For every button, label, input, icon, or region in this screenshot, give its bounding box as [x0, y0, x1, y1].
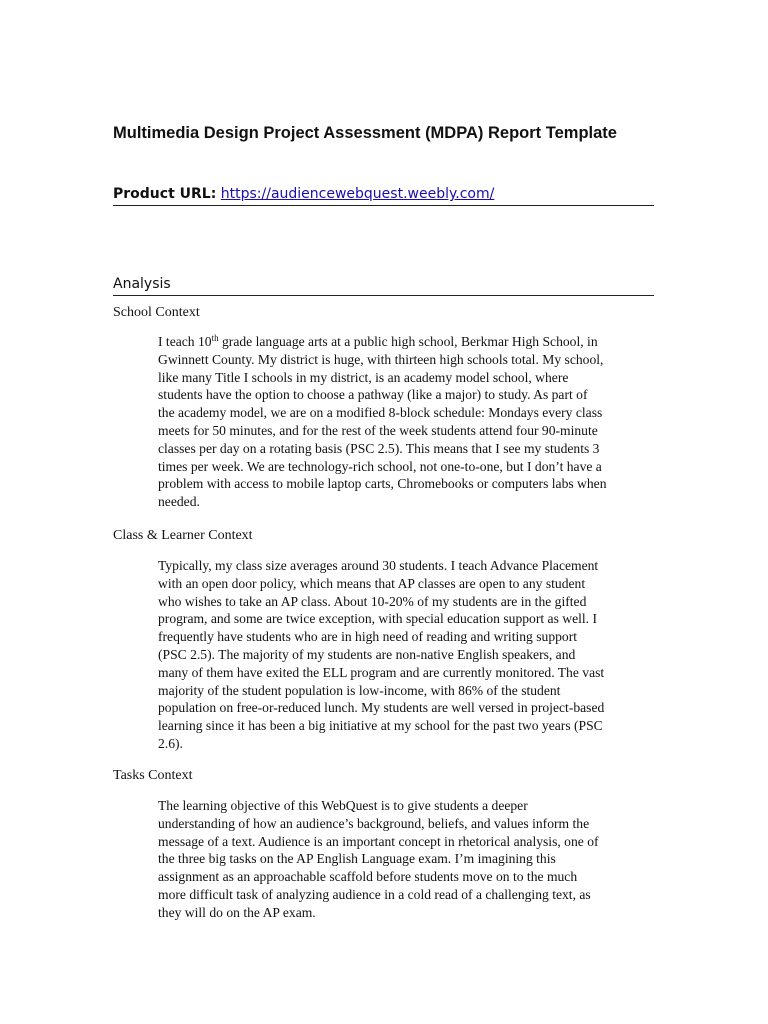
- paragraph-line: needed.: [158, 494, 200, 510]
- product-url-label: Product URL:: [113, 186, 217, 202]
- analysis-heading: Analysis: [113, 276, 654, 296]
- paragraph-line: Gwinnett County. My district is huge, with thirteen high schools total. My school,: [158, 351, 604, 367]
- paragraph-line: classes per day on a rotating basis (PSC 2.5). This means that I see my students 3: [158, 440, 600, 456]
- paragraph-line: like many Title I schools in my district, is an academy model school, where: [158, 369, 569, 385]
- product-url-line: [113, 186, 654, 206]
- paragraph-line: The learning objective of this WebQuest is to give students a deeper: [158, 798, 528, 813]
- tasks-context-heading: Tasks Context: [113, 768, 193, 783]
- paragraph-line: population on free-or-reduced lunch. My students are well versed in project-based: [158, 700, 605, 716]
- paragraph-line: students have the option to choose a pathway (like a major) to study. As part of: [158, 387, 588, 403]
- paragraph-line: majority of the student population is low-income, with 86% of the student: [158, 682, 561, 698]
- paragraph-line: (PSC 2.5). The majority of my students are non-native English speakers, and: [158, 646, 576, 662]
- tasks-context-paragraph: [158, 797, 658, 922]
- superscript-ordinal: th: [211, 333, 219, 343]
- paragraph-line: more difficult task of analyzing audience in a cold read of a challenging text, as: [158, 886, 591, 902]
- school-context-paragraph: [158, 333, 658, 511]
- paragraph-line: understanding of how an audience’s background, beliefs, and values inform the: [158, 815, 590, 831]
- document-title: Multimedia Design Project Assessment (MDPA) Report Template: [113, 124, 617, 142]
- paragraph-line: who wishes to take an AP class. About 10-20% of my students are in the gifted: [158, 593, 587, 609]
- paragraph-line: problem with access to mobile laptop carts, Chromebooks or computers labs when: [158, 476, 607, 492]
- school-context-heading: School Context: [113, 305, 200, 320]
- paragraph-line: the academy model, we are on a modified 8-block schedule: Mondays every class: [158, 405, 603, 421]
- class-learner-context-paragraph: [158, 557, 658, 753]
- paragraph-line: Typically, my class size averages around 30 students. I teach Advance Placement: [158, 558, 599, 573]
- paragraph-line: program, and some are twice exception, with special education support as well. I: [158, 611, 598, 627]
- paragraph-line: meets for 50 minutes, and for the rest of the week students attend four 90-minute: [158, 422, 598, 438]
- paragraph-line: the three big tasks on the AP English Language exam. I’m imagining this: [158, 851, 556, 867]
- paragraph-line: with an open door policy, which means that AP classes are open to any student: [158, 575, 586, 591]
- paragraph-line: 2.6).: [158, 735, 183, 751]
- class-learner-context-heading: Class & Learner Context: [113, 528, 253, 543]
- paragraph-line: learning since it has been a big initiative at my school for the past two years (PSC: [158, 718, 603, 734]
- paragraph-line: times per week. We are technology-rich school, not one-to-one, but I don’t have a: [158, 458, 602, 474]
- paragraph-line: assignment as an approachable scaffold before students move on to the much: [158, 869, 578, 885]
- paragraph-line: I teach 10th grade language arts at a public high school, Berkmar High School, in: [158, 333, 598, 349]
- paragraph-line: message of a text. Audience is an important concept in rhetorical analysis, one of: [158, 833, 599, 849]
- paragraph-line: they will do on the AP exam.: [158, 904, 316, 920]
- product-url-link[interactable]: https://audiencewebquest.weebly.com/: [220, 186, 495, 202]
- paragraph-line: frequently have students who are in high need of reading and writing support: [158, 629, 578, 645]
- paragraph-line: many of them have exited the ELL program and are currently monitored. The vast: [158, 664, 605, 680]
